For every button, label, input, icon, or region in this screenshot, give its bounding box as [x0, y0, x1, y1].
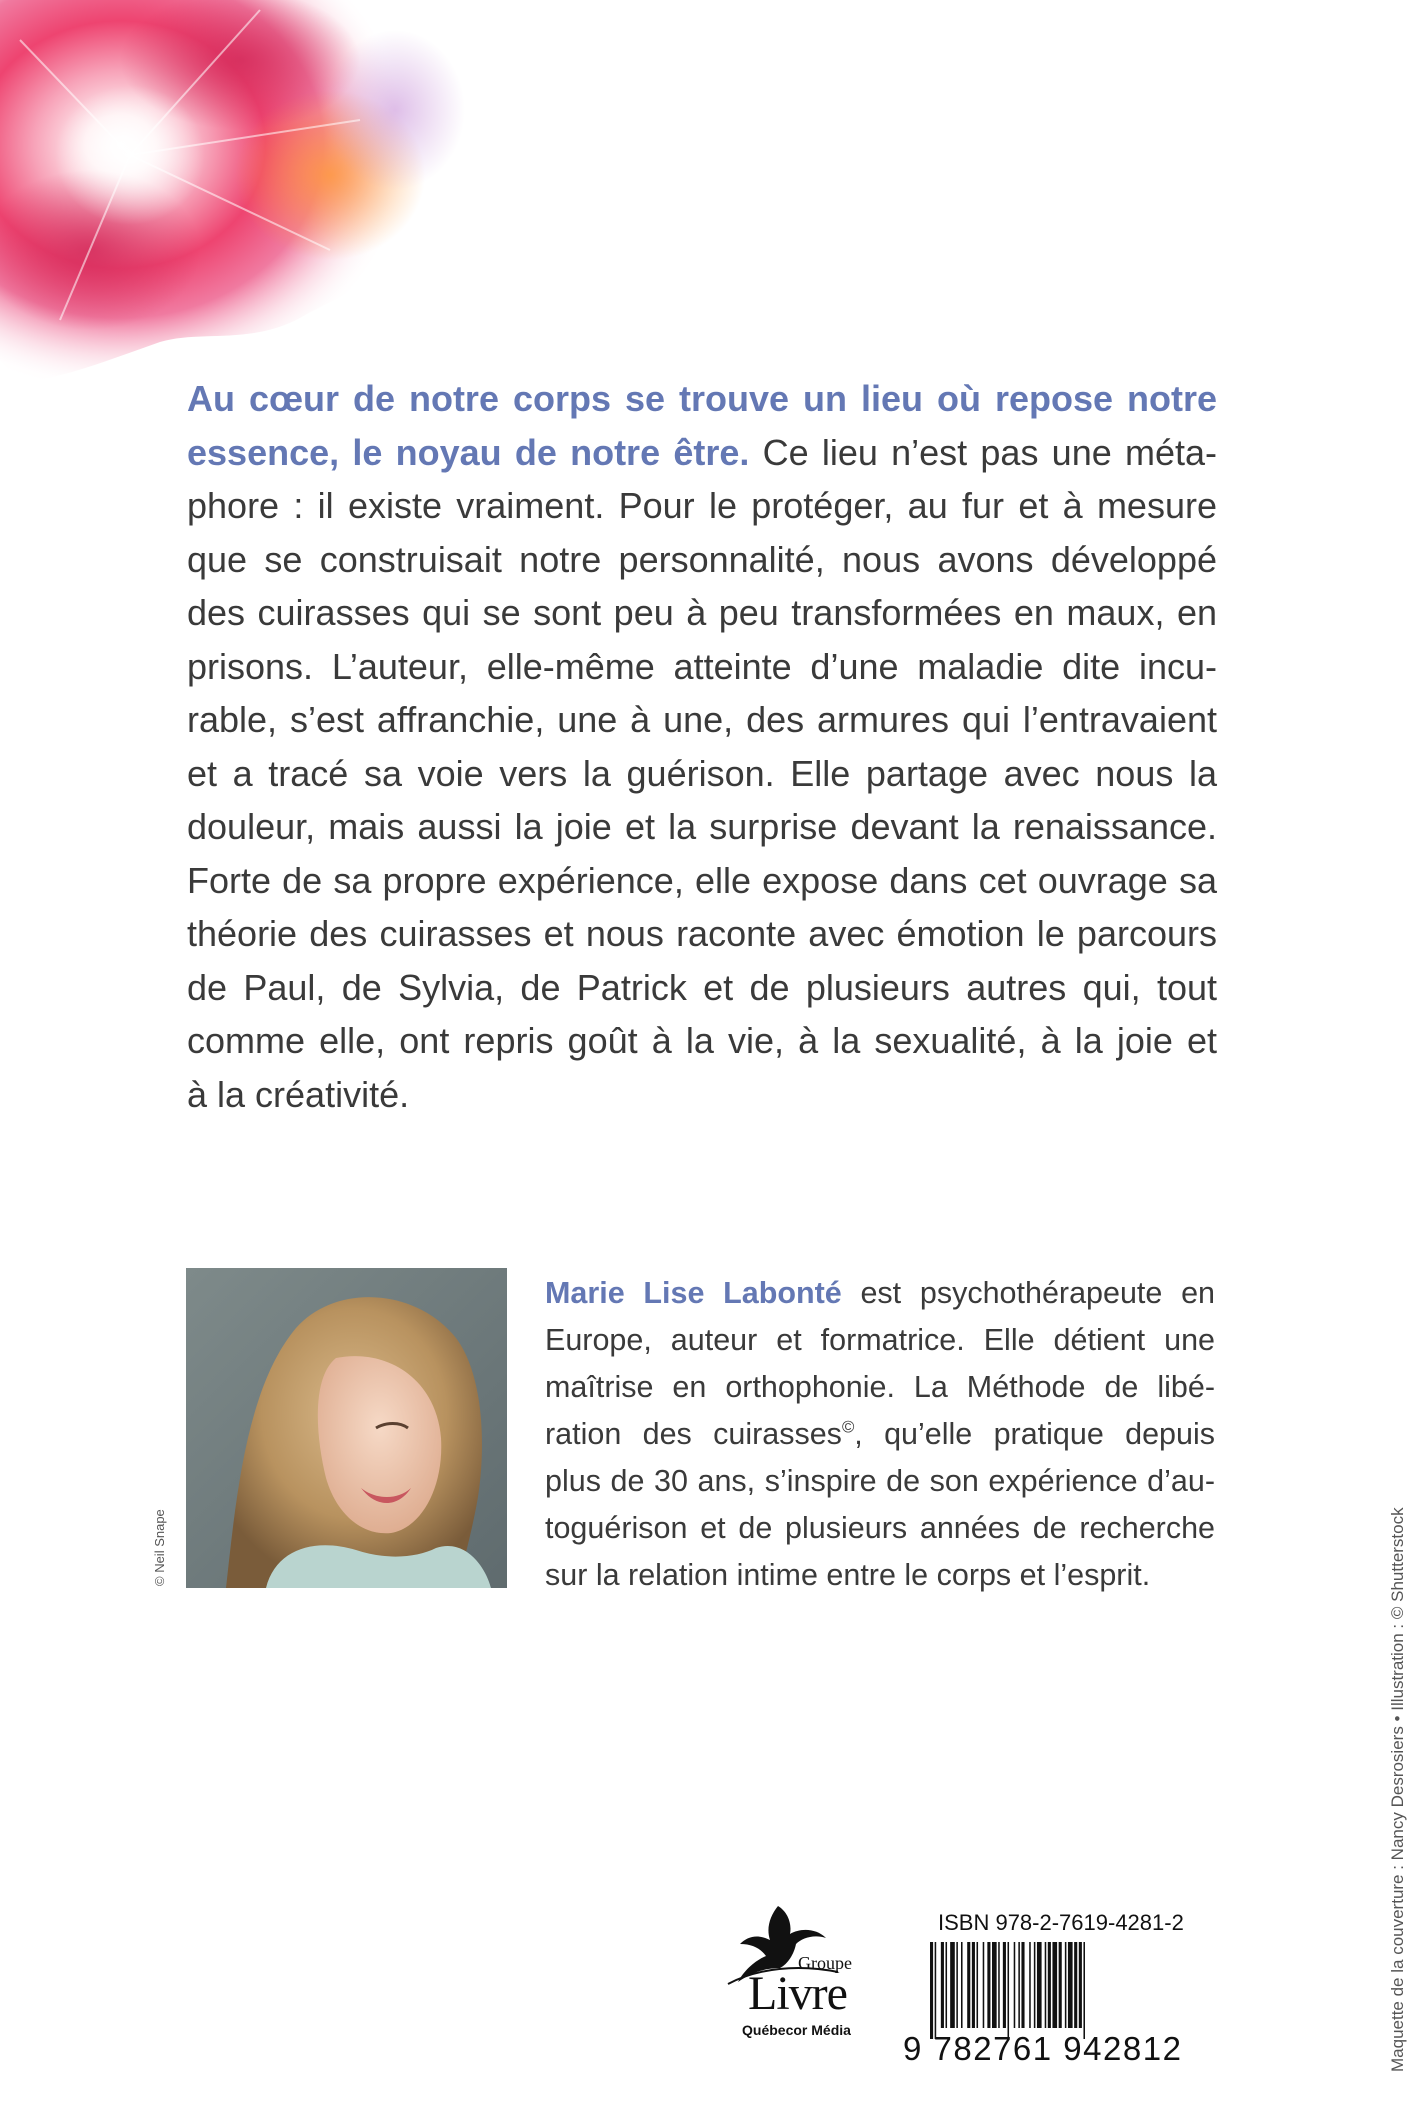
blurb-line: Forte de sa propre expérience, elle expose dans cet ouvrage sa — [187, 859, 1217, 901]
blurb-lead-line — [187, 372, 1217, 426]
author-name: Marie Lise Labonté — [545, 1276, 842, 1310]
barcode-bar — [1003, 1942, 1006, 2028]
barcode-bar — [977, 1942, 979, 2028]
barcode-bar — [941, 1942, 944, 2028]
blurb-line — [187, 426, 1217, 480]
barcode-bar — [1052, 1942, 1057, 2028]
author-portrait-image — [186, 1268, 507, 1588]
barcode-bar — [972, 1942, 975, 2028]
blurb-line: phore : il existe vraiment. Pour le protéger, au fur et à mesure — [187, 485, 1217, 526]
barcode-bar — [1018, 1942, 1020, 2028]
barcode-icon — [930, 1942, 1212, 2039]
blurb-line: prisons. L’auteur, elle-même atteinte d’une maladie dite incu- — [187, 645, 1217, 687]
blurb-lead-text-1: Au cœur de notre corps se trouve un lieu où repose notre — [187, 378, 1217, 419]
author-bio — [545, 1270, 1215, 1599]
bio-line: Europe, auteur et formatrice. Elle détient une — [545, 1323, 1215, 1357]
blurb-line: de Paul, de Sylvia, de Patrick et de plusieurs autres qui, tout — [187, 966, 1217, 1008]
bio-line — [545, 1270, 1215, 1317]
publisher-livre: Livre — [748, 1967, 847, 2020]
bio-line: maîtrise en orthophonie. La Méthode de libé- — [545, 1370, 1215, 1404]
barcode-bar — [967, 1942, 970, 2028]
bio-text: ration des cuirasses — [545, 1417, 842, 1451]
bio-text: est psychothérapeute en — [841, 1276, 1215, 1310]
publisher-logo — [718, 1898, 868, 2048]
barcode-bar — [1059, 1942, 1062, 2028]
blurb-line: douleur, mais aussi la joie et la surprise devant la renaissance. — [187, 806, 1217, 847]
barcode-bar — [1045, 1942, 1047, 2028]
barcode-bar — [956, 1942, 958, 2028]
bio-line: plus de 30 ans, s’inspire de son expérience d’au- — [545, 1464, 1215, 1498]
barcode-bar — [1074, 1942, 1077, 2028]
barcode-bar — [992, 1942, 997, 2028]
bio-line: toguérison et de plusieurs années de recherche — [545, 1511, 1215, 1545]
barcode-bar — [930, 1942, 933, 2039]
publisher-groupe: Groupe — [798, 1953, 852, 1973]
publisher-subtitle: Québecor Média — [742, 2022, 851, 2038]
barcode-bar — [1008, 1942, 1010, 2039]
barcode-bar — [1029, 1942, 1031, 2028]
barcode-bar — [950, 1942, 955, 2028]
barcode-bar — [961, 1942, 963, 2028]
barcode-bar — [1079, 1942, 1082, 2028]
barcode-bar — [1048, 1942, 1051, 2028]
blurb-line: théorie des cuirasses et nous raconte avec émotion le parcours — [187, 913, 1217, 954]
blurb-line: rable, s’est affranchie, une à une, des armures qui l’entravaient — [187, 699, 1217, 740]
barcode-bar — [987, 1942, 990, 2028]
blurb-line: et a tracé sa voie vers la guérison. Elle partage avec nous la — [187, 752, 1217, 794]
bio-text: , qu’elle pratique depuis — [854, 1417, 1215, 1451]
barcode-bar — [1014, 1942, 1016, 2028]
barcode-bar — [1083, 1942, 1085, 2039]
isbn-label: ISBN 978-2-7619-4281-2 — [938, 1910, 1184, 1935]
copyright-mark: © — [841, 1417, 855, 1437]
bio-last-line: sur la relation intime entre le corps et l’esprit. — [545, 1558, 1151, 1592]
blurb-line: que se construisait notre personnalité, nous avons développé — [187, 538, 1217, 580]
barcode-bar — [998, 1942, 1000, 2028]
barcode-bar — [1021, 1942, 1024, 2028]
bio-line — [545, 1411, 1215, 1458]
blurb-line: comme elle, ont repris goût à la vie, à la sexualité, à la joie et — [187, 1020, 1217, 1061]
barcode-bar — [1034, 1942, 1036, 2028]
barcode-bar — [983, 1942, 985, 2028]
barcode-bar — [1037, 1942, 1042, 2028]
barcode-bar — [935, 1942, 937, 2039]
blurb-last-line: à la créativité. — [187, 1073, 410, 1115]
blurb-line: des cuirasses qui se sont peu à peu transformées en maux, en — [187, 592, 1217, 633]
blurb-lead-text-2: essence, le noyau de notre être. — [187, 431, 750, 473]
photo-credit: © Neil Snape — [152, 1509, 167, 1586]
barcode-digits: 9 782761 942812 — [903, 2030, 1183, 2067]
barcode-bar — [1065, 1942, 1067, 2028]
watercolor-burst-illustration — [0, 0, 470, 400]
blurb-text: Ce lieu n’est pas une méta- — [749, 431, 1217, 473]
cover-design-credit: Maquette de la couverture : Nancy Desrosiers • Illustration : © Shutterstock — [1388, 1507, 1407, 2072]
back-cover-blurb — [187, 372, 1217, 1121]
author-photo — [186, 1268, 507, 1588]
barcode-bar — [946, 1942, 948, 2028]
barcode-bar — [1068, 1942, 1073, 2028]
